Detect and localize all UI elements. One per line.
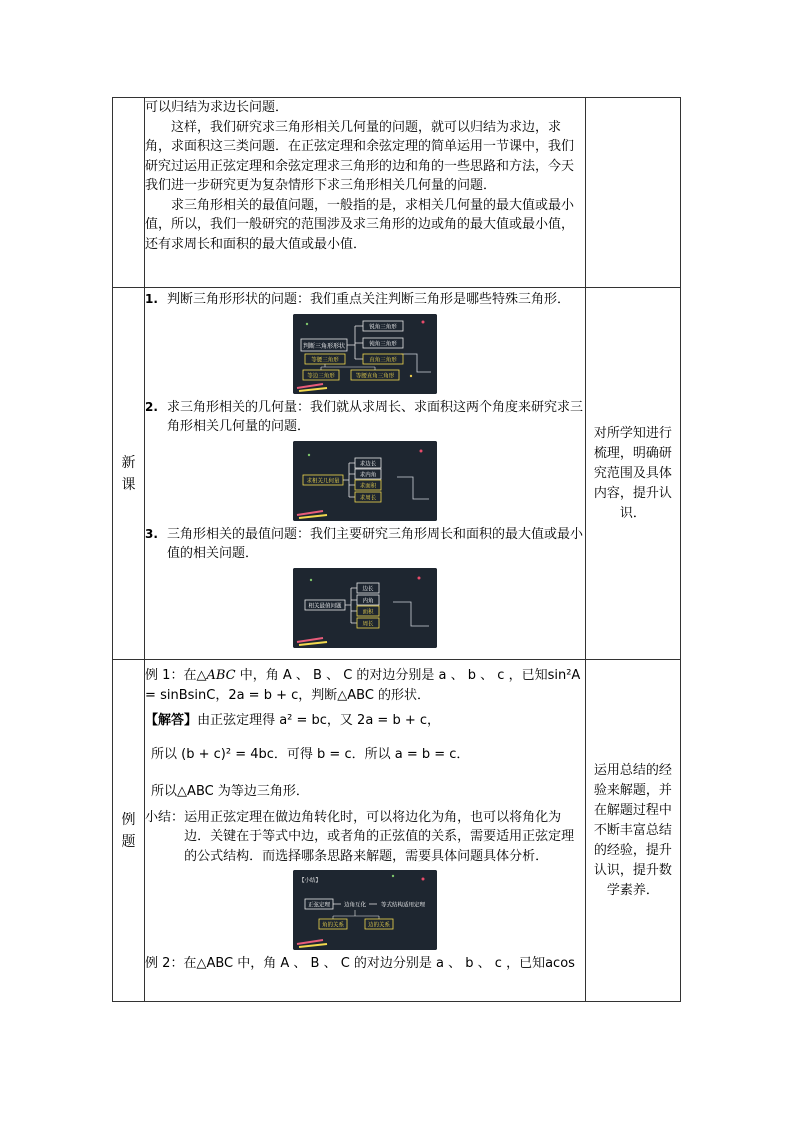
diagram-branch-label: 求边长 [359,461,377,467]
item-number: 1. [145,292,158,306]
new-lesson-note: 对所学知进行梳理，明确研究范围及具体内容，提升认识． [585,288,680,660]
diagram-branch-label: 内角 [362,598,374,604]
list-item [145,525,585,564]
example-2-question: 例 2：在△ABC 中，角 A 、 B 、 C 的对边分别是 a 、 b 、 c ，已知acos [145,956,575,971]
summary-text: 运用正弦定理在做边角转化时，可以将边化为角，也可以将角化为边．关键在于等式中边，或者角的正弦值的关系，需要适用正弦定理的公式结构．而选择哪条思路来解题，需要具体问题具体分析． [184,809,575,864]
example-1-question [145,666,585,686]
example-label-text: 例题 [121,811,136,850]
example-1-part: 中，角 A 、 B 、 C 的对边分别是 a 、 b 、 c ，已知sin²A [235,668,581,683]
list-item [145,398,585,437]
solution-step-2: 所以 (b + c)² = 4bc．可得 b = c．所以 a = b = c． [151,746,470,762]
item-number: 3. [145,526,158,541]
diagram-branch-label: 边长 [362,586,374,592]
example-row [113,660,681,1002]
diagram-root-label: 求相关几何量 [306,478,340,484]
solution-step-1: 由正弦定理得 a² = bc，又 2a = b + c， [197,713,441,728]
summary-label: 小结： [145,809,185,825]
diagram-branch-label: 求内角 [359,472,377,478]
diagram-branch-label: 面积 [362,609,374,615]
diagram-branch-label: 求面积 [359,483,377,489]
slide-geometry-quantity-diagram [293,441,437,521]
intro-paragraph-1: 这样，我们研究求三角形相关几何量的问题，就可以归结为求边，求角，求面积这三类问题．在正弦定理和余弦定理的简单运用一节课中，我们研究过运用正弦定理和余弦定理求三角形的边和角的一些思路和方法，今天我们进一步研究更为复杂情形下求三角形相关几何量的问题． [145,119,575,193]
diagram-branch-label: 等腰直角三角形 [355,373,395,379]
new-lesson-label-text: 新课 [121,454,136,493]
diagram-box-label: 边的关系 [367,922,390,929]
example-note: 运用总结的经验来解题，并在解题过程中不断丰富总结的经验，提升认识，提升数学素养． [585,660,680,1002]
diagram-branch-label: 锐角三角形 [369,324,397,330]
intro-side-cell [113,98,145,288]
diagram-box-label: 角的关系 [321,922,344,929]
item-number: 2. [145,399,158,414]
example-cell [145,660,586,1002]
intro-cell [145,98,586,288]
summary [145,808,585,867]
intro-line: 可以归结为求边长问题． [145,100,289,115]
slide-extremum-diagram [293,568,437,648]
diagram-branch-label: 钝角三角形 [369,341,397,347]
slide-tag: 【小结】 [298,878,321,884]
lesson-plan-table [112,97,681,1002]
solution-step-3: 所以△ABC 为等边三角形． [151,784,309,799]
intro-paragraph-2: 求三角形相关的最值问题，一般指的是，求相关几何量的最大值或最小值，所以，我们一般研究的范围涉及求三角形的边或角的最大值或最小值，还有求周长和面积的最大值或最小值． [145,197,575,252]
new-lesson-label [113,288,145,660]
diagram-branch-label: 周长 [362,621,374,627]
intro-note-cell [585,98,680,288]
item-text: 求三角形相关的几何量：我们就从求周长、求面积这两个角度来研究求三角形相关几何量的问题． [167,399,584,434]
new-lesson-cell [145,288,586,660]
item-text: 三角形相关的最值问题：我们主要研究三角形周长和面积的最大值或最小值的相关问题． [167,526,584,561]
diagram-box-label: 边角互化 [343,902,366,909]
intro-row [113,98,681,288]
solution-tag: 【解答】 [145,713,198,728]
slide-summary-diagram [293,870,437,950]
diagram-root-label: 判断三角形形状 [302,342,345,350]
diagram-branch-label: 等腰三角形 [311,357,339,363]
example-1-part: ABC [206,668,236,683]
item-text: 判断三角形形状的问题：我们重点关注判断三角形是哪些特殊三角形． [167,292,571,307]
new-lesson-row [113,288,681,660]
list-item [145,290,585,310]
decor-dot [410,374,412,376]
diagram-box-label: 等式结构适用定理 [380,902,425,909]
diagram-branch-label: 等边三角形 [307,373,335,379]
diagram-branch-label: 直角三角形 [369,357,397,363]
slide-triangle-shape-diagram [293,314,437,394]
diagram-branch-label: 求周长 [359,495,377,501]
solution-line [145,711,585,731]
decor-dot [306,322,308,324]
decor-dot [421,320,424,323]
example-1-condition: = sinBsinC，2a = b + c，判断△ABC 的形状． [145,687,431,703]
example-label [113,660,145,1002]
example-1-part: 例 1：在△ [145,668,207,683]
diagram-root-label: 相关最值问题 [308,603,342,609]
diagram-box-label: 正弦定理 [307,902,330,909]
